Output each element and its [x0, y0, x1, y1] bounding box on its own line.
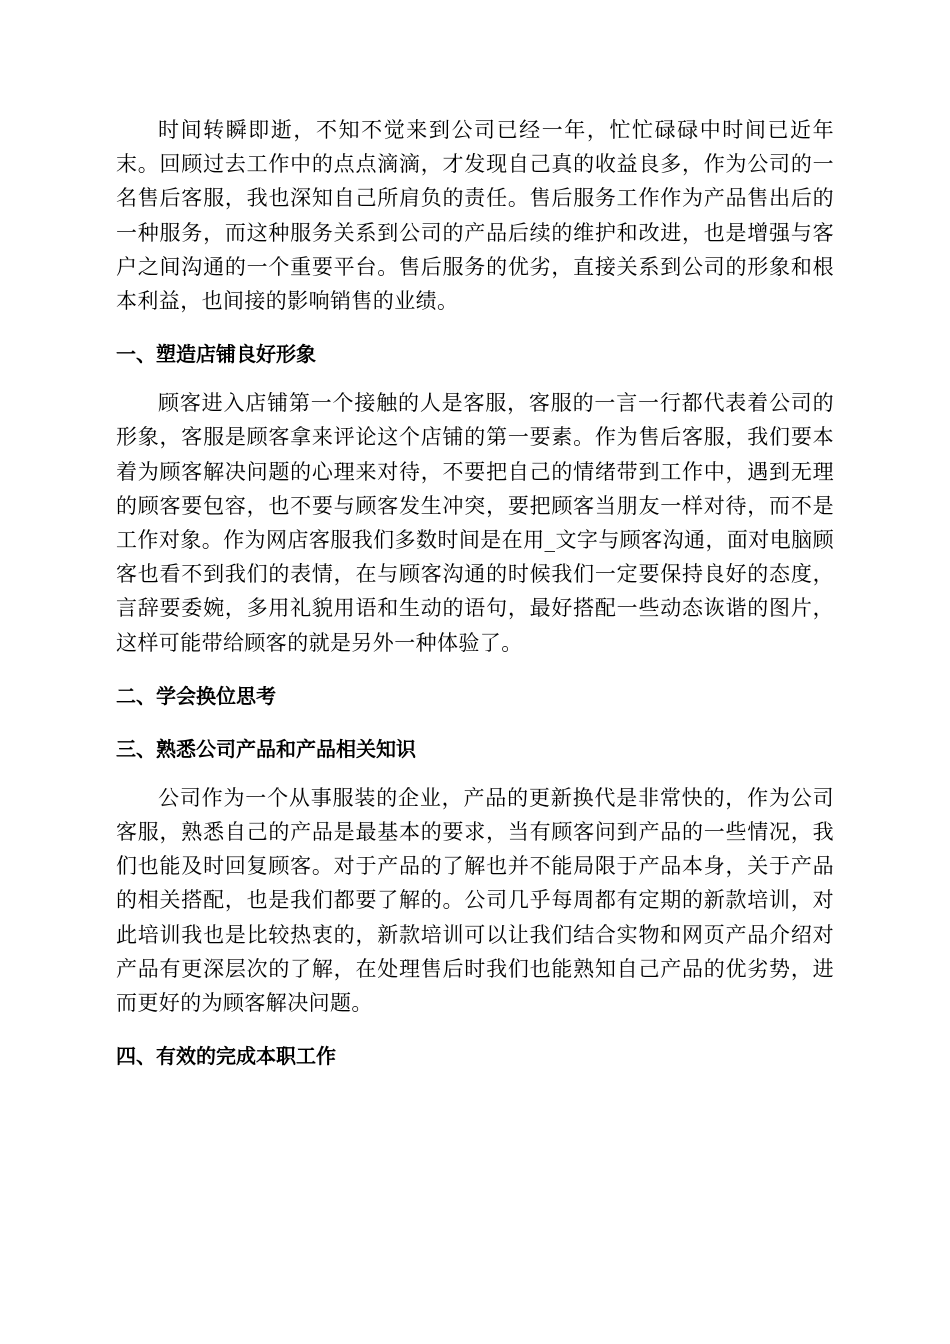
section-1-heading: 一、塑造店铺良好形象 [116, 342, 316, 367]
section-3-paragraph: 公司作为一个从事服装的企业，产品的更新换代是非常快的，作为公司客服，熟悉自己的产品是最基本的要求，当有顾客问到产品的一些情况，我们也能及时回复顾客。对于产品的了解也并不能局限于产品本身，关于产品的相关搭配，也是我们都要了解的。公司几乎每周都有定期的新款培训，对此培训我也是比较热衷的，新款培训可以让我们结合实物和网页产品介绍对产品有更深层次的了解，在处理售后时我们也能熟知自己产品的优劣势，进而更好的为顾客解决问题。 [116, 785, 834, 1016]
section-2-heading: 二、学会换位思考 [116, 683, 276, 708]
document-page [116, 113, 834, 1070]
section-1-paragraph: 顾客进入店铺第一个接触的人是客服，客服的一言一行都代表着公司的形象，客服是顾客拿来评论这个店铺的第一要素。作为售后客服，我们要本着为顾客解决问题的心理来对待，不要把自己的情绪带到工作中，遇到无理的顾客要包容，也不要与顾客发生冲突，要把顾客当朋友一样对待，而不是工作对象。作为网店客服我们多数时间是在用_文字与顾客沟通，面对电脑顾客也看不到我们的表情，在与顾客沟通的时候我们一定要保持良好的态度，言辞要委婉，多用礼貌用语和生动的语句，最好搭配一些动态诙谐的图片，这样可能带给顾客的就是另外一种体验了。 [116, 391, 834, 655]
intro-paragraph: 时间转瞬即逝，不知不觉来到公司已经一年，忙忙碌碌中时间已近年末。回顾过去工作中的点点滴滴，才发现自己真的收益良多，作为公司的一名售后客服，我也深知自己所肩负的责任。售后服务工作作为产品售出后的一种服务，而这种服务关系到公司的产品后续的维护和改进，也是增强与客户之间沟通的一个重要平台。售后服务的优劣，直接关系到公司的形象和根本利益，也间接的影响销售的业绩。 [116, 118, 834, 314]
section-3-heading: 三、熟悉公司产品和产品相关知识 [116, 736, 416, 761]
section-4-heading: 四、有效的完成本职工作 [116, 1044, 336, 1069]
